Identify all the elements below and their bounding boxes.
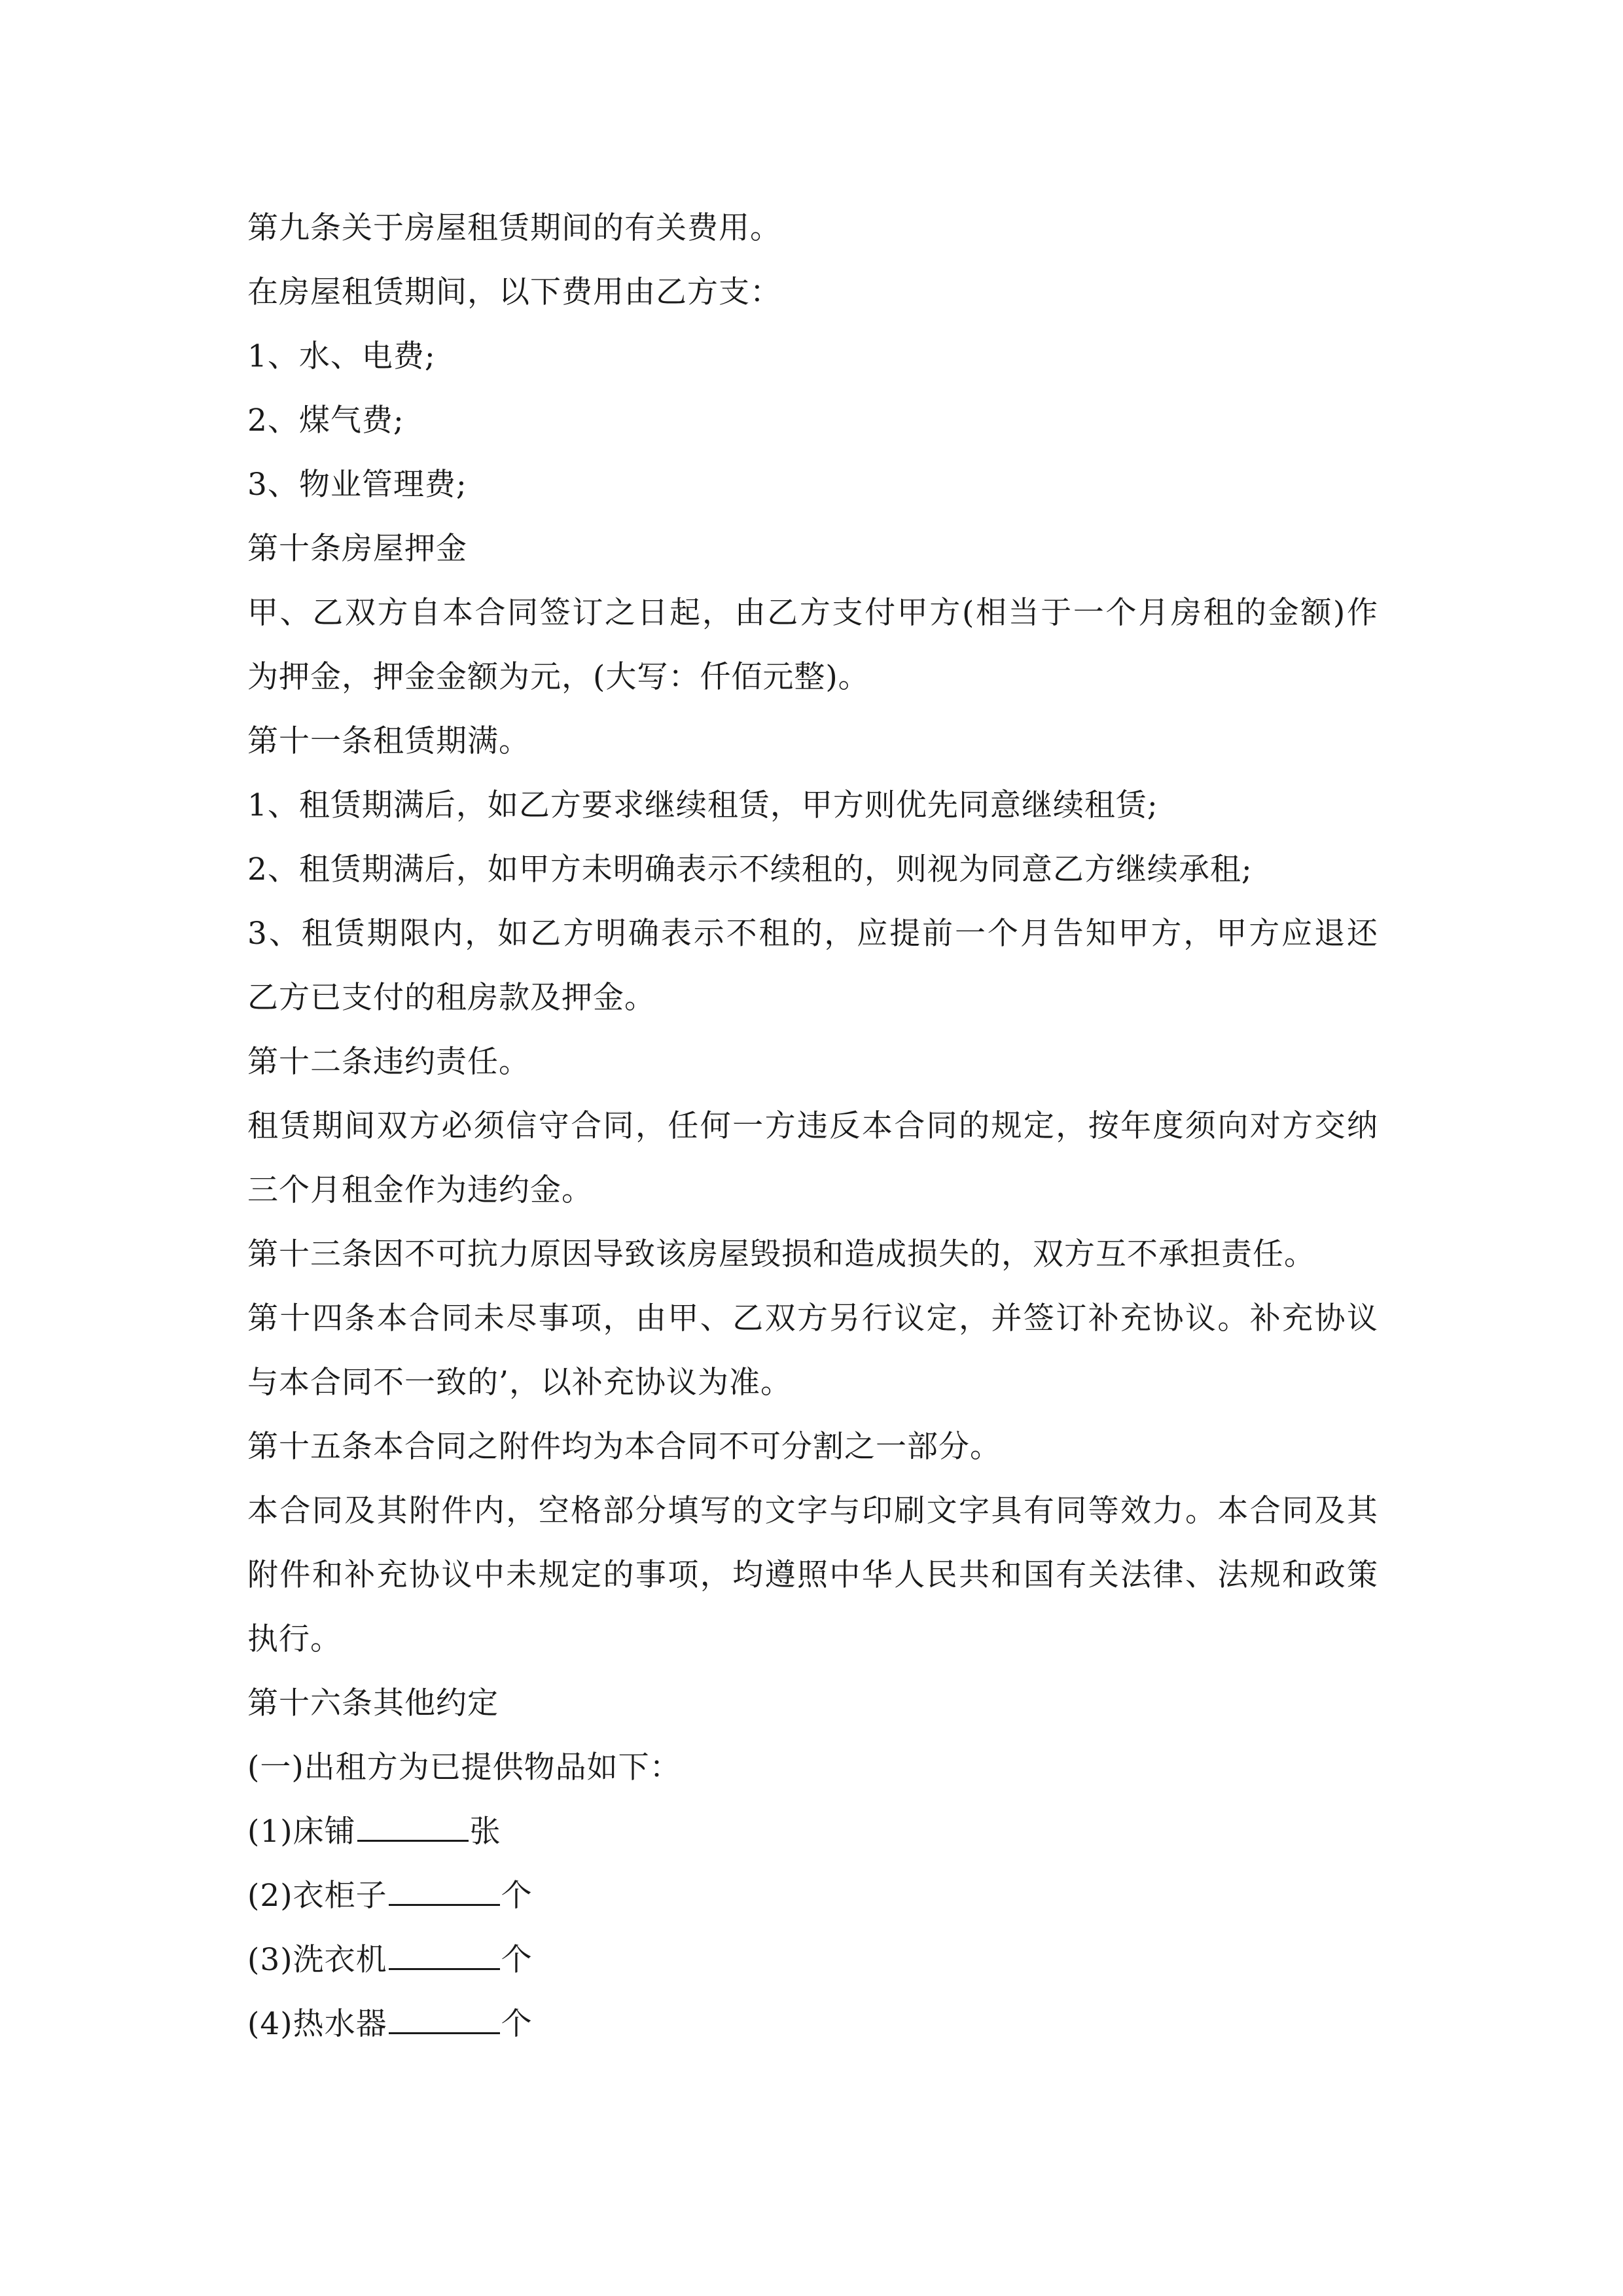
paragraph: 租赁期间双方必须信守合同，任何一方违反本合同的规定，按年度须向对方交纳 bbox=[247, 1108, 1378, 1144]
fill-blank bbox=[389, 1935, 500, 1970]
article-16-heading: 第十六条其他约定 bbox=[247, 1685, 499, 1721]
list-item: 1、水、电费; bbox=[247, 338, 436, 374]
paragraph: (一)出租方为已提供物品如下： bbox=[247, 1749, 681, 1785]
article-11-heading: 第十一条租赁期满。 bbox=[247, 723, 530, 759]
contract-text bbox=[247, 196, 1378, 2056]
paragraph: 与本合同不一致的’，以补充协议为准。 bbox=[247, 1365, 792, 1401]
fill-blank bbox=[357, 1807, 469, 1842]
article-10-heading: 第十条房屋押金 bbox=[247, 531, 467, 567]
fill-blank bbox=[389, 1871, 500, 1906]
item-unit: 个 bbox=[501, 2006, 533, 2042]
fill-blank bbox=[389, 2000, 500, 2034]
list-item: 3、物业管理费; bbox=[247, 467, 467, 503]
paragraph: 本合同及其附件内，空格部分填写的文字与印刷文字具有同等效力。本合同及其 bbox=[247, 1493, 1378, 1529]
item-wardrobe bbox=[247, 1864, 1378, 1928]
list-item: 2、煤气费; bbox=[247, 403, 404, 439]
item-unit: 个 bbox=[501, 1878, 533, 1914]
article-9-heading: 第九条关于房屋租赁期间的有关费用。 bbox=[247, 210, 781, 246]
paragraph: 为押金，押金金额为元，(大写：仟佰元整)。 bbox=[247, 659, 870, 695]
item-label: (1)床铺 bbox=[247, 1814, 356, 1850]
item-label: (3)洗衣机 bbox=[247, 1942, 387, 1978]
list-item: 3、租赁期限内，如乙方明确表示不租的，应提前一个月告知甲方，甲方应退还 bbox=[247, 916, 1378, 952]
article-14: 第十四条本合同未尽事项，由甲、乙双方另行议定，并签订补充协议。补充协议 bbox=[247, 1300, 1378, 1336]
article-15: 第十五条本合同之附件均为本合同不可分割之一部分。 bbox=[247, 1429, 1001, 1465]
paragraph: 附件和补充协议中未规定的事项，均遵照中华人民共和国有关法律、法规和政策 bbox=[247, 1557, 1378, 1593]
list-item: 2、租赁期满后，如甲方未明确表示不续租的，则视为同意乙方继续承租; bbox=[247, 852, 1253, 888]
item-label: (4)热水器 bbox=[247, 2006, 387, 2042]
item-bed bbox=[247, 1800, 1378, 1864]
paragraph: 执行。 bbox=[247, 1621, 342, 1657]
item-unit: 张 bbox=[469, 1814, 501, 1850]
item-unit: 个 bbox=[501, 1942, 533, 1978]
paragraph: 乙方已支付的租房款及押金。 bbox=[247, 980, 656, 1016]
article-12-heading: 第十二条违约责任。 bbox=[247, 1044, 530, 1080]
item-label: (2)衣柜子 bbox=[247, 1878, 387, 1914]
item-water-heater bbox=[247, 1992, 1378, 2056]
article-13: 第十三条因不可抗力原因导致该房屋毁损和造成损失的，双方互不承担责任。 bbox=[247, 1236, 1315, 1272]
list-item: 1、租赁期满后，如乙方要求继续租赁，甲方则优先同意继续租赁; bbox=[247, 787, 1158, 823]
paragraph: 三个月租金作为违约金。 bbox=[247, 1172, 593, 1208]
paragraph: 在房屋租赁期间，以下费用由乙方支： bbox=[247, 274, 781, 310]
paragraph: 甲、乙双方自本合同签订之日起，由乙方支付甲方(相当于一个月房租的金额)作 bbox=[247, 595, 1378, 631]
item-washing-machine bbox=[247, 1928, 1378, 1992]
